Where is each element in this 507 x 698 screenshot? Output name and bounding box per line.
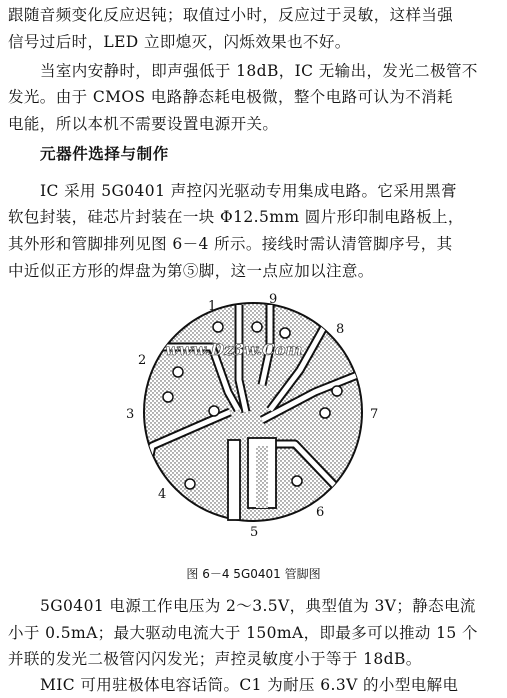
text-line: 电能，所以本机不需要设置电源开关。: [8, 115, 279, 133]
pin-label: 4: [158, 487, 167, 502]
chip-pad-frame: [228, 438, 276, 520]
pin-label: 2: [138, 353, 147, 368]
text-line: MIC 可用驻极体电容话筒。C1 为耐压 6.3V 的小型电解电: [40, 676, 459, 694]
text-line: 软包封装，硅芯片封装在一块 Φ12.5mm 圆片形印制电路板上，: [8, 208, 464, 226]
text-line: IC 采用 5G0401 声控闪光驱动专用集成电路。它采用黑膏: [40, 182, 457, 200]
watermark: www.Dz3w.Com: [165, 340, 303, 359]
pin-label: 6: [316, 505, 325, 520]
text-line: 5G0401 电源工作电压为 2～3.5V，典型值为 3V；静态电流: [40, 597, 476, 615]
pin-label: 9: [269, 292, 278, 307]
text-line: 当室内安静时，即声强低于 18dB，IC 无输出，发光二极管不: [40, 62, 478, 80]
pin-label: 8: [336, 322, 345, 337]
figure-caption: 图 6－4 5G0401 管脚图: [186, 567, 321, 581]
pin-label: 5: [250, 525, 259, 540]
pin-label: 7: [370, 407, 379, 422]
text-line: 小于 0.5mA；最大驱动电流大于 150mA，即最多可以推动 15 个: [8, 624, 478, 642]
text-line: 中近似正方形的焊盘为第⑤脚，这一点应加以注意。: [8, 262, 374, 280]
text-line: 信号过后时，LED 立即熄灭，闪烁效果也不好。: [8, 33, 351, 51]
text-line: 发光。由于 CMOS 电路静态耗电极微，整个电路可认为不消耗: [8, 88, 453, 106]
section-heading: 元器件选择与制作: [40, 145, 169, 163]
text-line: 其外形和管脚排列见图 6－4 所示。接线时需认清管脚序号，其: [8, 235, 453, 253]
text-line: 跟随音频变化反应迟钝；取值过小时，反应过于灵敏，这样当强: [8, 6, 454, 24]
pin-label: 3: [126, 407, 135, 422]
pin-label: 1: [208, 299, 217, 314]
text-line: 并联的发光二极管闪闪发光；声控灵敏度小于等于 18dB。: [8, 650, 422, 668]
